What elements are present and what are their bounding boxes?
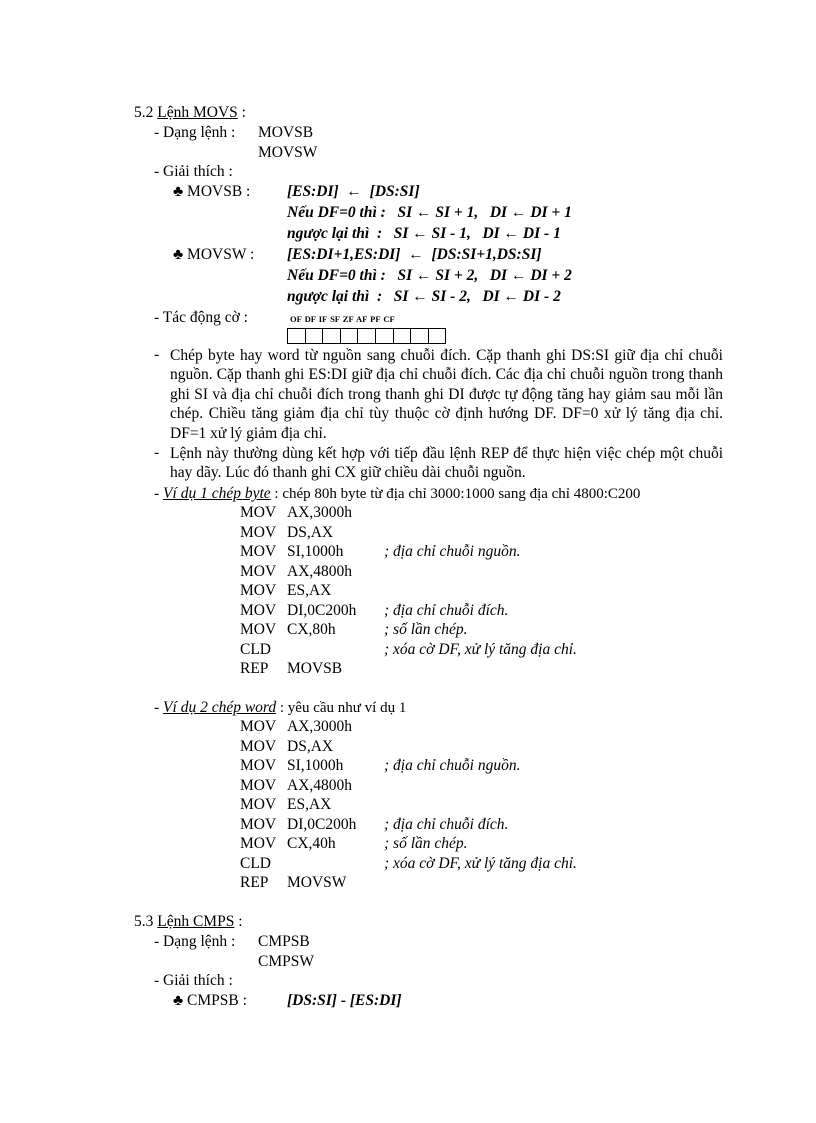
heading-colon: : — [237, 104, 246, 121]
form-cmpsw: CMPSW — [258, 953, 314, 970]
cmpsb-formula: [DS:SI] - [ES:DI] — [287, 992, 402, 1009]
form-label: - Dạng lệnh : — [154, 933, 236, 950]
code-comment: ; địa chỉ chuỗi nguồn. — [384, 543, 521, 560]
code-arg: SI,1000h — [287, 543, 344, 560]
flag-box — [411, 329, 429, 343]
code-op: CLD — [240, 640, 271, 658]
flag-box — [306, 329, 324, 343]
heading-title: Lệnh MOVS — [157, 104, 238, 121]
bullet-dash: - — [154, 485, 164, 502]
code-arg: AX,4800h — [287, 562, 353, 580]
flags-boxes — [287, 328, 446, 344]
code-op: MOV — [240, 737, 277, 755]
code-arg: ES,AX — [287, 796, 332, 813]
code-comment: ; số lần chép. — [384, 835, 468, 852]
heading-number: 5.2 — [134, 104, 158, 121]
flag-box — [341, 329, 359, 343]
description-paragraph: Chép byte hay word từ nguồn sang chuỗi đích. Cặp thanh ghi DS:SI giữ địa chỉ chuỗi nguồn. Cặp thanh ghi ES:DI giữ địa chỉ chuỗi đích. Các địa chỉ chuỗi nguồn trong thanh ghi SI và địa chỉ chuỗi đích trong thanh ghi DI được tự động tăng hay giảm sau mỗi lần chép. Chiều tăng giảm địa chỉ tùy thuộc cờ định hướng DF. DF=0 xử lý tăng địa chỉ. DF=1 xử lý giảm địa chỉ. — [170, 347, 723, 442]
code-comment: ; địa chỉ chuỗi nguồn. — [384, 757, 521, 774]
code-op: MOV — [240, 796, 277, 813]
heading-title: Lệnh CMPS — [157, 913, 235, 930]
bullet-dash: - — [154, 346, 160, 363]
code-op: MOV — [240, 776, 277, 794]
section-heading-5-3 — [134, 913, 243, 931]
code-op: MOV — [240, 562, 277, 580]
code-op: REP — [240, 660, 269, 677]
code-op: MOV — [240, 621, 277, 638]
flags-label: - Tác động cờ : — [154, 309, 248, 326]
code-op: CLD — [240, 854, 271, 872]
code-comment: ; địa chỉ chuỗi đích. — [384, 815, 509, 833]
example-1-heading — [154, 485, 640, 503]
example-1-title: Ví dụ 1 chép byte — [163, 485, 271, 502]
movsw-else: ngược lại thì : SI ← SI - 2, DI ← DI - 2 — [287, 288, 561, 305]
flag-box — [358, 329, 376, 343]
cmpsb-label: ♣ CMPSB : — [173, 992, 247, 1009]
code-op: MOV — [240, 757, 277, 774]
form-movsw: MOVSW — [258, 144, 318, 161]
code-arg: DS,AX — [287, 523, 334, 541]
flag-box — [323, 329, 341, 343]
code-arg: MOVSW — [287, 874, 347, 891]
heading-colon: : — [234, 913, 243, 930]
code-arg: SI,1000h — [287, 757, 344, 774]
movsw-label: ♣ MOVSW : — [173, 246, 255, 263]
rep-paragraph: Lệnh này thường dùng kết hợp với tiếp đầu lệnh REP để thực hiện việc chép một chuỗi hay dãy. Lúc đó thanh ghi CX giữ chiều dài chuỗi nguồn. — [170, 445, 723, 482]
movsw-df0: Nếu DF=0 thì : SI ← SI + 2, DI ← DI + 2 — [287, 267, 572, 284]
code-op: MOV — [240, 835, 277, 852]
code-comment: ; xóa cờ DF, xử lý tăng địa chỉ. — [384, 854, 577, 872]
example-2-desc: : yêu cầu như ví dụ 1 — [276, 700, 407, 716]
form-movsb: MOVSB — [258, 124, 314, 141]
code-arg: AX,3000h — [287, 504, 353, 521]
code-arg: CX,40h — [287, 835, 336, 852]
code-comment: ; số lần chép. — [384, 621, 468, 638]
example-2-title: Ví dụ 2 chép word — [163, 699, 277, 716]
movsb-label: ♣ MOVSB : — [173, 183, 251, 200]
code-comment: ; địa chỉ chuỗi đích. — [384, 601, 509, 619]
example-2-heading — [154, 699, 406, 717]
code-op: MOV — [240, 815, 277, 833]
heading-number: 5.3 — [134, 913, 158, 930]
code-arg: DI,0C200h — [287, 815, 357, 833]
movsb-df0: Nếu DF=0 thì : SI ← SI + 1, DI ← DI + 1 — [287, 204, 572, 221]
flag-box — [394, 329, 412, 343]
flag-box — [376, 329, 394, 343]
explain-label: - Giải thích : — [154, 972, 233, 989]
code-op: MOV — [240, 582, 277, 599]
example-1-desc: : chép 80h byte từ địa chỉ 3000:1000 sang địa chỉ 4800:C200 — [270, 486, 641, 502]
movsb-else: ngược lại thì : SI ← SI - 1, DI ← DI - 1 — [287, 225, 561, 242]
code-arg: AX,3000h — [287, 718, 353, 735]
code-op: MOV — [240, 523, 277, 541]
code-op: MOV — [240, 718, 277, 735]
code-arg: ES,AX — [287, 582, 332, 599]
code-op: MOV — [240, 601, 277, 619]
flags-header: OF DF IF SF ZF AF PF CF — [290, 314, 395, 324]
movsb-formula: [ES:DI] ← [DS:SI] — [287, 183, 420, 200]
code-arg: DI,0C200h — [287, 601, 357, 619]
flag-box — [288, 329, 306, 343]
explain-label: - Giải thích : — [154, 163, 233, 180]
code-arg: CX,80h — [287, 621, 336, 638]
movsw-formula: [ES:DI+1,ES:DI] ← [DS:SI+1,DS:SI] — [287, 246, 542, 263]
code-op: MOV — [240, 543, 277, 560]
code-comment: ; xóa cờ DF, xử lý tăng địa chỉ. — [384, 640, 577, 658]
bullet-dash: - — [154, 699, 164, 716]
code-op: REP — [240, 874, 269, 891]
flag-box — [429, 329, 446, 343]
code-arg: AX,4800h — [287, 776, 353, 794]
form-label: - Dạng lệnh : — [154, 124, 236, 141]
bullet-dash: - — [154, 444, 160, 461]
code-arg: DS,AX — [287, 737, 334, 755]
code-arg: MOVSB — [287, 660, 343, 677]
code-op: MOV — [240, 504, 277, 521]
section-heading-5-2 — [134, 104, 246, 122]
form-cmpsb: CMPSB — [258, 933, 310, 950]
